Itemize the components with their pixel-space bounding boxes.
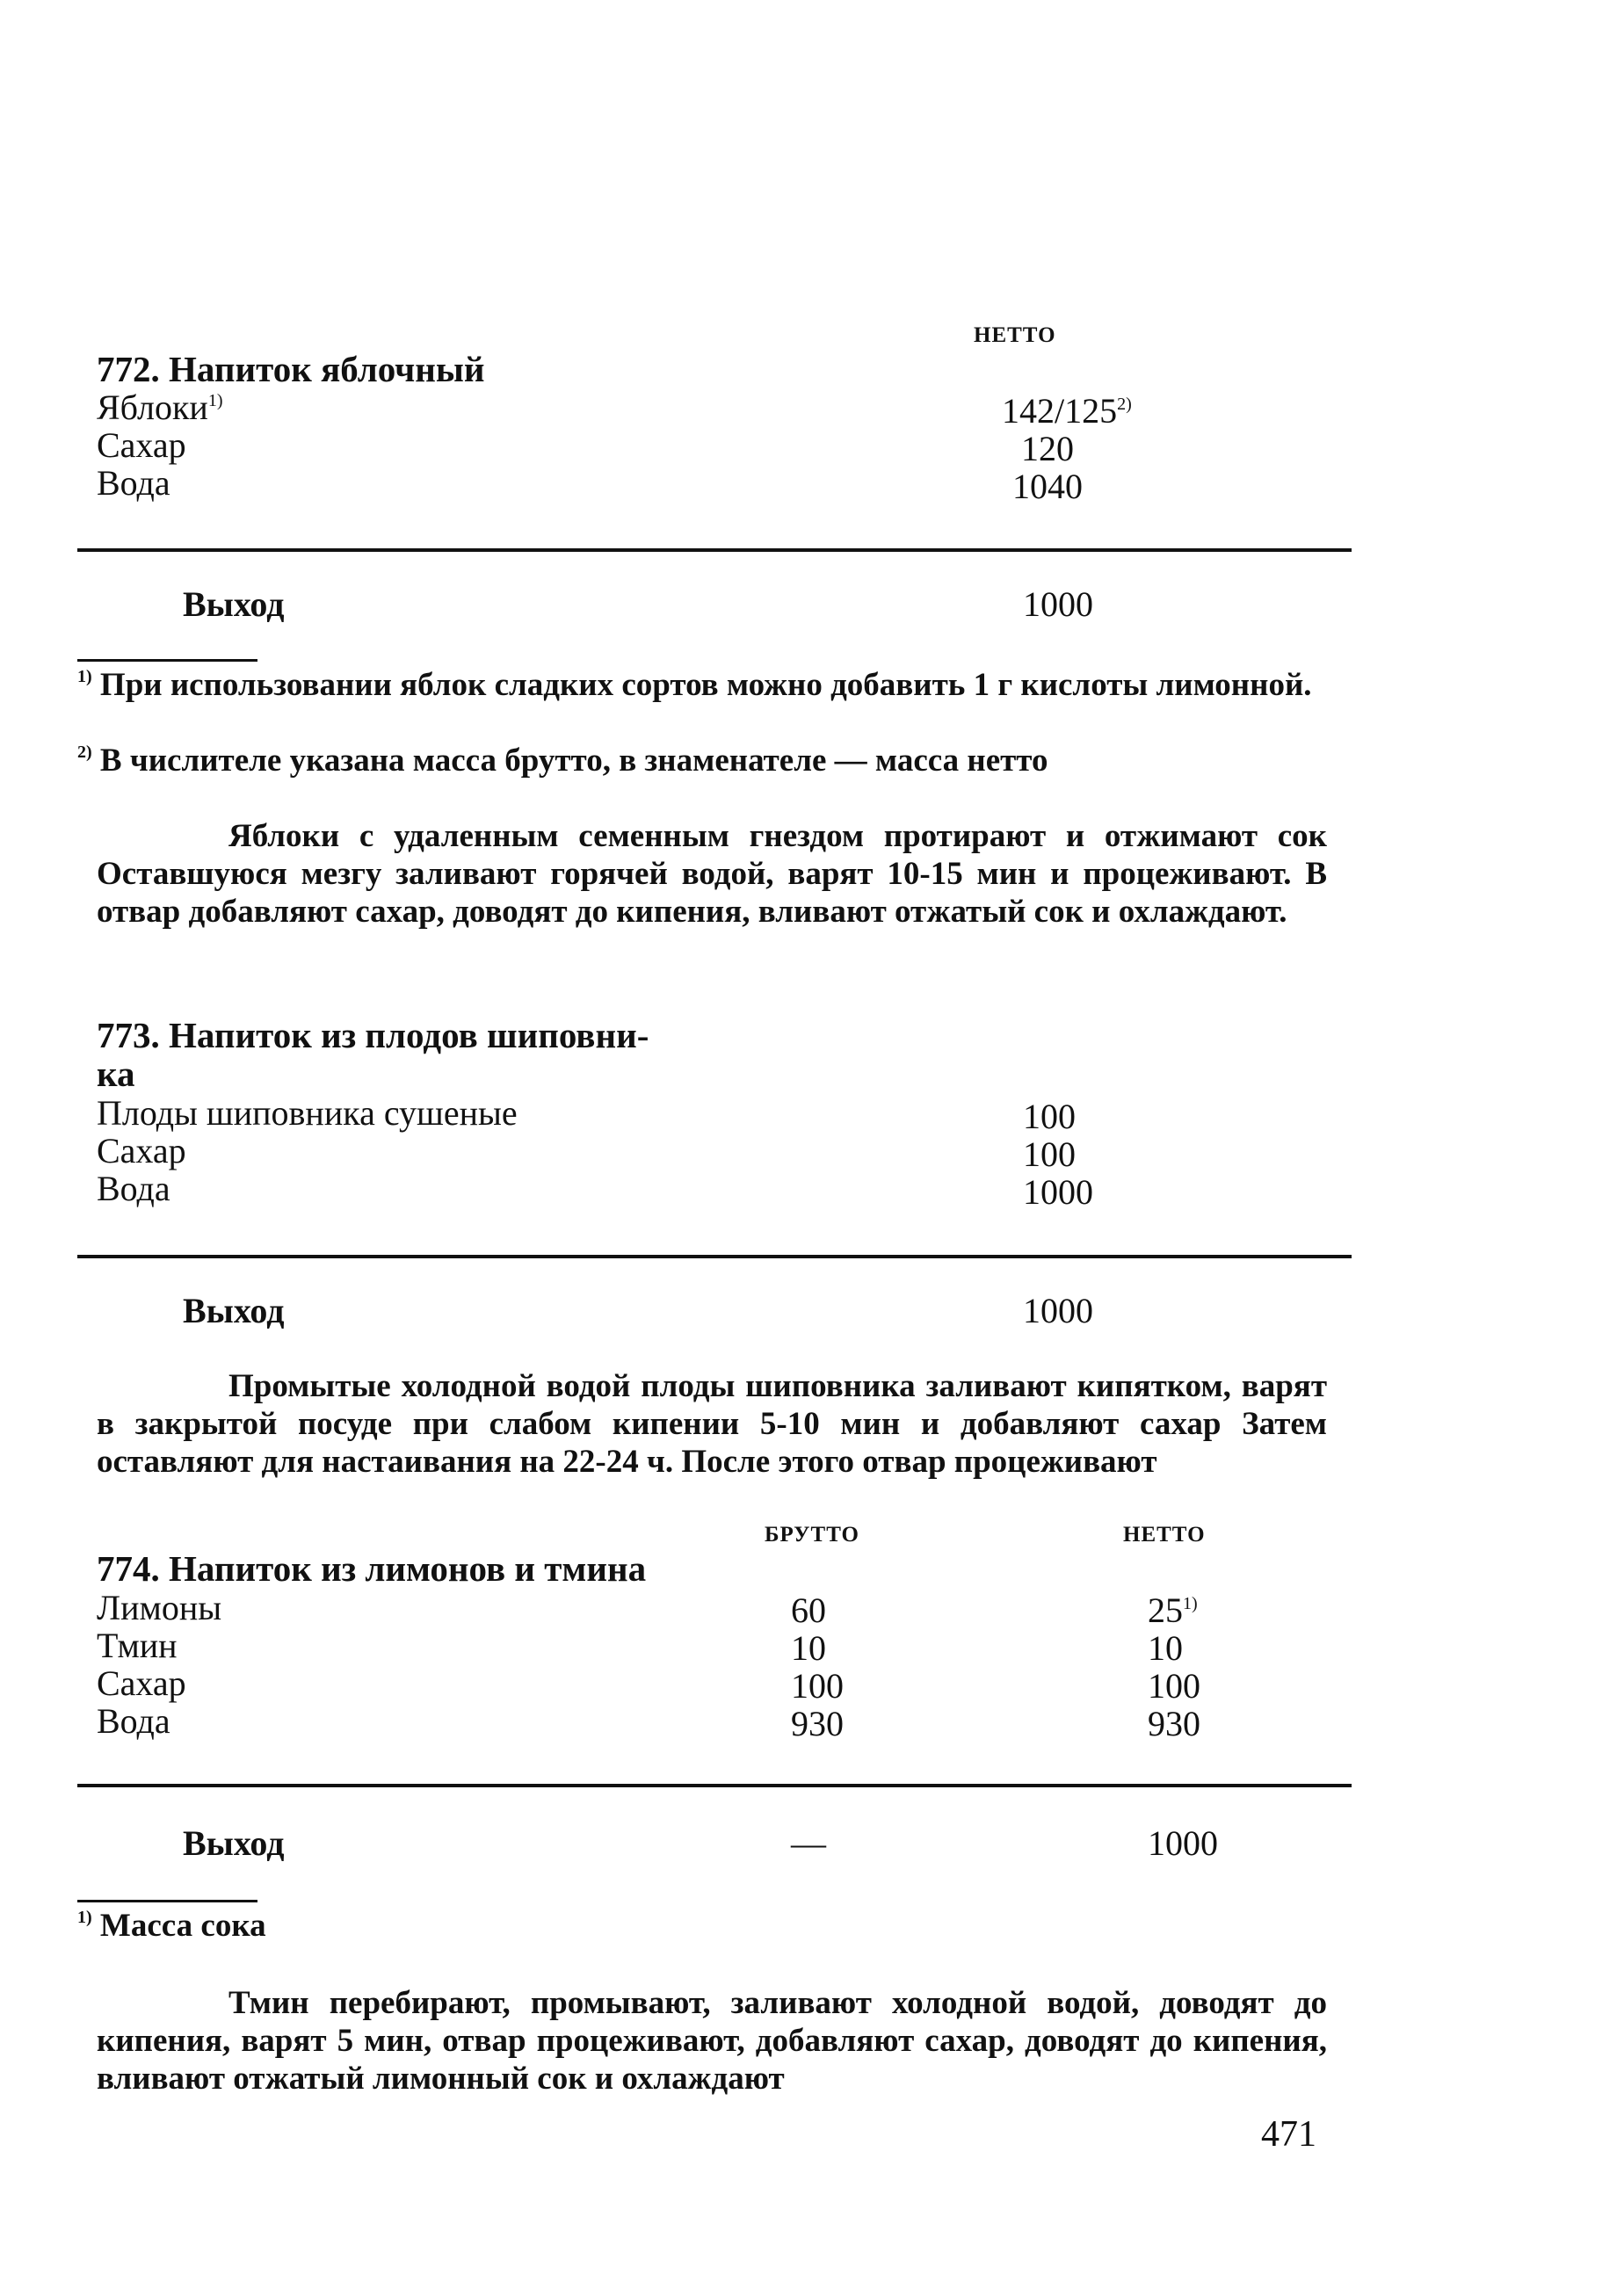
ingredient-netto: 930 (1148, 1704, 1200, 1743)
ingredient-name: Вода (97, 463, 170, 503)
ingredient-netto: 100 (1023, 1134, 1076, 1174)
brutto-column-header: БРУТТО (765, 1523, 859, 1547)
page-number: 471 (1261, 2114, 1316, 2155)
ingredient-name: Яблоки$^{1)}$ (97, 388, 223, 427)
ingredient-name: Сахар (97, 1131, 186, 1170)
footnote-rule (77, 659, 257, 662)
ingredient-netto: 1040 (1012, 467, 1083, 506)
ingredient-name: Лимоны (97, 1588, 222, 1627)
table-rule (77, 548, 1352, 552)
ingredient-netto: 1000 (1023, 1172, 1093, 1212)
netto-column-header: НЕТТО (974, 323, 1056, 347)
ingredient-brutto: 930 (791, 1704, 844, 1743)
method-paragraph-774: Тмин перебирают, промывают, заливают холодной водой, доводят до кипения, варят 5 мин, отвар процеживают, добавляют сахар, доводят до кипения, вливают отжатый лимонный сок и охлаждают (97, 1985, 1327, 2097)
ingredient-name: Плоды шиповника сушеные (97, 1093, 518, 1133)
netto-column-header: НЕТТО (1123, 1523, 1206, 1547)
recipe-title-773-cont: ка (97, 1054, 135, 1094)
ingredient-netto: 142/125$^{2)}$ (1002, 391, 1132, 431)
yield-netto: 1000 (1148, 1823, 1218, 1863)
table-rule (77, 1784, 1352, 1787)
footnote-rule (77, 1900, 257, 1902)
yield-brutto: — (791, 1823, 826, 1863)
footnote: $^{1)}$ Масса сока (77, 1908, 266, 1944)
ingredient-name: Вода (97, 1701, 170, 1741)
method-paragraph-772: Яблоки с удаленным семенным гнездом протирают и отжимают сок Оставшуюся мезгу заливают горячей водой, варят 10-15 мин и процеживают. В отвар добавляют сахар, доводят до кипения, вливают отжатый сок и охлаждают. (97, 818, 1327, 930)
ingredient-name: Вода (97, 1169, 170, 1208)
yield-netto: 1000 (1023, 1291, 1093, 1330)
footnote: $^{2)}$ В числителе указана масса брутто, в знаменателе — масса нетто (77, 743, 1048, 779)
ingredient-name: Тмин (97, 1626, 178, 1665)
ingredient-netto: 25$^{1)}$ (1148, 1590, 1198, 1630)
recipe-title-772: 772. Напиток яблочный (97, 349, 485, 389)
yield-label: Выход (183, 584, 285, 624)
yield-label: Выход (183, 1823, 285, 1863)
method-paragraph-773: Промытые холодной водой плоды шиповника заливают кипятком, варят в закрытой посуде при слабом кипении 5-10 мин и добавляют сахар Затем оставляют для настаивания на 22-24 ч. После этого отвар процеживают (97, 1368, 1327, 1480)
ingredient-netto: 100 (1148, 1666, 1200, 1706)
ingredient-brutto: 10 (791, 1628, 826, 1668)
footnote: $^{1)}$ При использовании яблок сладких сортов можно добавить 1 г кислоты лимонной. (77, 667, 1312, 703)
ingredient-name: Сахар (97, 1663, 186, 1703)
yield-label: Выход (183, 1291, 285, 1330)
recipe-title-773: 773. Напиток из плодов шиповни- (97, 1015, 649, 1055)
ingredient-brutto: 100 (791, 1666, 844, 1706)
ingredient-name: Сахар (97, 425, 186, 465)
ingredient-brutto: 60 (791, 1590, 826, 1630)
recipe-title-774: 774. Напиток из лимонов и тмина (97, 1548, 647, 1589)
ingredient-netto: 10 (1148, 1628, 1183, 1668)
ingredient-netto: 100 (1023, 1097, 1076, 1136)
yield-netto: 1000 (1023, 584, 1093, 624)
table-rule (77, 1255, 1352, 1258)
ingredient-netto: 120 (1021, 429, 1074, 468)
